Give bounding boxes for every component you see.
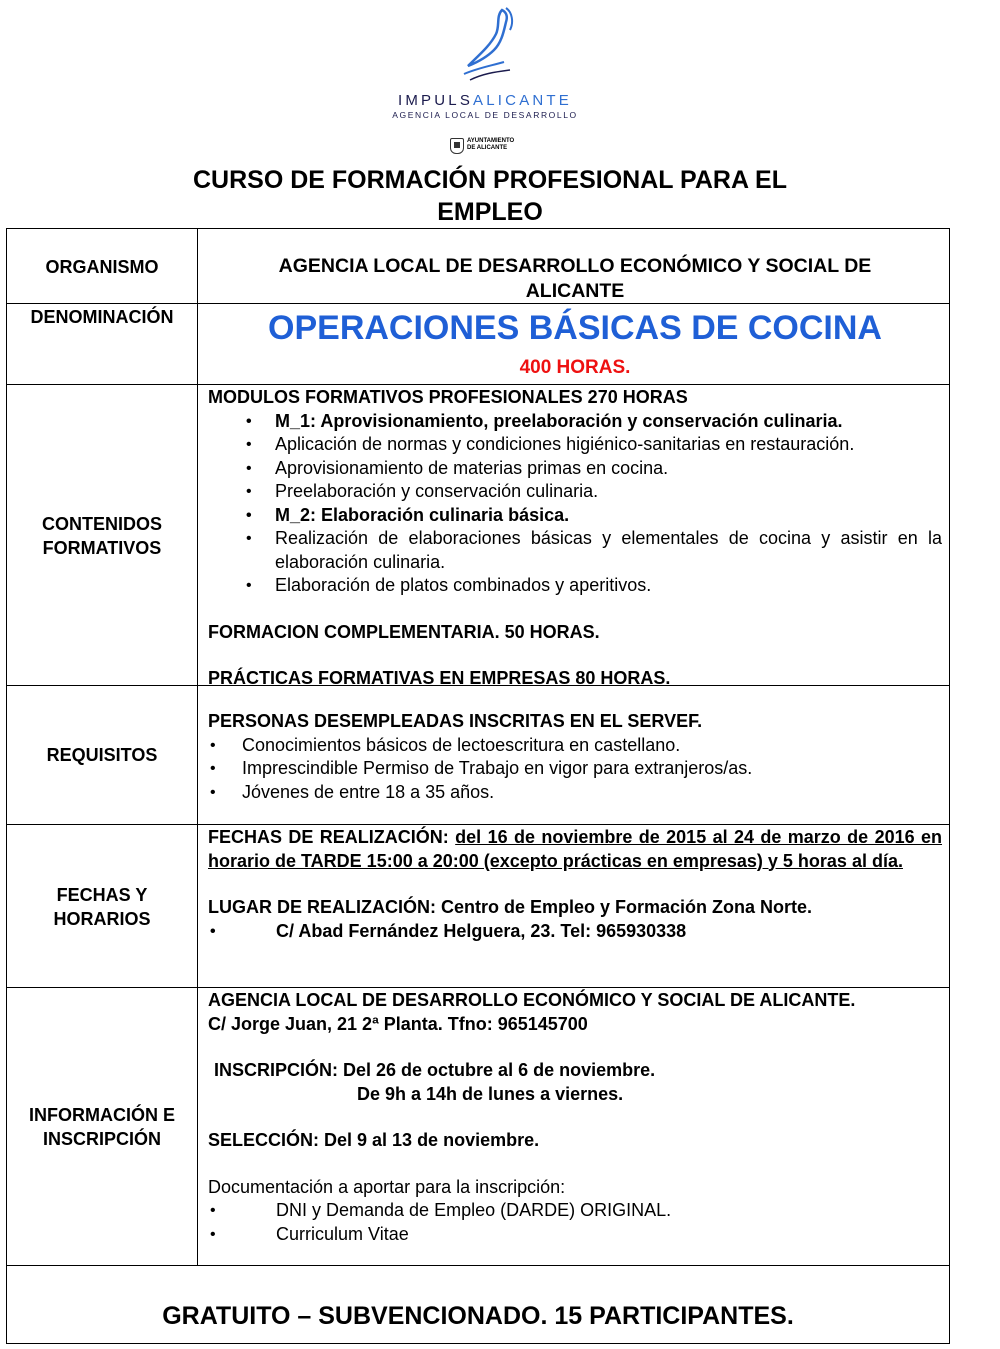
fechas-realizacion (208, 826, 942, 873)
list-item: • C/ Abad Fernández Helguera, 23. Tel: 965930338 (208, 920, 942, 944)
fechas-content (208, 826, 942, 943)
fechas-realizacion-label: FECHAS DE REALIZACIÓN: (208, 827, 449, 847)
page-title-line1: CURSO DE FORMACIÓN PROFESIONAL PARA EL (192, 166, 787, 194)
fechas-label-line2: HORARIOS (53, 909, 151, 929)
list-item: • Realización de elaboraciones básicas y elementales de cocina y asistir en la elaboración culinaria. (208, 527, 942, 574)
course-name: OPERACIONES BÁSICAS DE COCINA (268, 309, 882, 347)
list-item: • DNI y Demanda de Empleo (DARDE) ORIGINAL. (208, 1199, 942, 1223)
info-documentacion: Documentación a aportar para la inscripción: (208, 1176, 566, 1197)
organismo-line2: ALICANTE (525, 280, 625, 302)
denominacion-label: DENOMINACIÓN (30, 307, 174, 327)
list-item: • Elaboración de platos combinados y aperitivos. (208, 574, 942, 598)
contenidos-label-line2: FORMATIVOS (42, 538, 162, 558)
informacion-content (208, 989, 942, 1246)
crest-icon (450, 138, 464, 154)
info-horario: De 9h a 14h de lunes a viernes. (357, 1083, 624, 1104)
logo-subtitle: AGENCIA LOCAL DE DESARROLLO (392, 110, 578, 120)
lugar-list (208, 920, 942, 944)
list-item: • M_1: Aprovisionamiento, preelaboración y conservación culinaria. (208, 410, 942, 434)
list-item: • Jóvenes de entre 18 a 35 años. (208, 781, 942, 805)
requisitos-heading: PERSONAS DESEMPLEADAS INSCRITAS EN EL SERVEF. (208, 711, 703, 731)
modulos-heading: MODULOS FORMATIVOS PROFESIONALES 270 HORAS (208, 387, 688, 407)
impulsalicante-logo (360, 4, 610, 122)
row-divider (6, 824, 950, 825)
logo-wordmark: IMPULSALICANTE (397, 92, 572, 109)
docs-list (208, 1199, 942, 1246)
fechas-realizacion-value: del 16 de noviembre de 2015 al 24 de marzo de 2016 en horario de TARDE 15:00 a 20:00 (excepto prácticas en empresas) y 5 horas al día. (208, 827, 943, 871)
page-title-line2: EMPLEO (437, 198, 543, 226)
list-item: • M_2: Elaboración culinaria básica. (208, 504, 942, 528)
formacion-complementaria: FORMACION COMPLEMENTARIA. 50 HORAS. (208, 621, 600, 642)
contenidos-label (8, 512, 196, 560)
ayto-line2: DE ALICANTE (467, 145, 508, 151)
fechas-label (8, 883, 196, 931)
info-inscripcion: INSCRIPCIÓN: Del 26 de octubre al 6 de noviembre. (214, 1060, 656, 1080)
row-divider (6, 1265, 950, 1266)
course-hours: 400 HORAS. (519, 357, 631, 378)
row-divider (6, 384, 950, 385)
list-item: • Preelaboración y conservación culinaria. (208, 480, 942, 504)
informacion-label (8, 1103, 196, 1151)
informacion-label-line1: INFORMACIÓN E (29, 1105, 175, 1125)
swimmer-logo-icon (460, 4, 520, 90)
modulos-list (208, 410, 942, 598)
fechas-label-line1: FECHAS Y (56, 885, 148, 905)
info-agencia: AGENCIA LOCAL DE DESARROLLO ECONÓMICO Y SOCIAL DE ALICANTE. (208, 990, 856, 1010)
list-item: • Curriculum Vitae (208, 1223, 942, 1247)
requisitos-list (208, 734, 942, 805)
organismo-label: ORGANISMO (45, 257, 159, 277)
contenidos-label-line1: CONTENIDOS (41, 514, 162, 534)
list-item: • Imprescindible Permiso de Trabajo en vigor para extranjeros/as. (208, 757, 942, 781)
page-title (100, 164, 880, 228)
organismo-line1: AGENCIA LOCAL DE DESARROLLO ECONÓMICO Y SOCIAL DE (278, 255, 872, 277)
list-item: • Aprovisionamiento de materias primas en cocina. (208, 457, 942, 481)
list-item: • Conocimientos básicos de lectoescritura en castellano. (208, 734, 942, 758)
list-item: • Aplicación de normas y condiciones higiénico-sanitarias en restauración. (208, 433, 942, 457)
practicas-formativas: PRÁCTICAS FORMATIVAS EN EMPRESAS 80 HORAS. (208, 668, 671, 688)
organismo-value (208, 254, 942, 304)
info-direccion: C/ Jorge Juan, 21 2ª Planta. Tfno: 965145700 (208, 1013, 588, 1034)
lugar-realizacion: LUGAR DE REALIZACIÓN: Centro de Empleo y Formación Zona Norte. (208, 897, 813, 917)
requisitos-label: REQUISITOS (46, 745, 158, 765)
info-seleccion: SELECCIÓN: Del 9 al 13 de noviembre. (208, 1130, 540, 1150)
footer-banner: GRATUITO – SUBVENCIONADO. 15 PARTICIPANTES. (162, 1302, 794, 1330)
contenidos-content (208, 386, 942, 691)
row-divider (6, 987, 950, 988)
ayto-line1: AYUNTAMIENTO (467, 138, 515, 144)
requisitos-content (208, 710, 942, 804)
informacion-label-line2: INSCRIPCIÓN (42, 1129, 161, 1149)
